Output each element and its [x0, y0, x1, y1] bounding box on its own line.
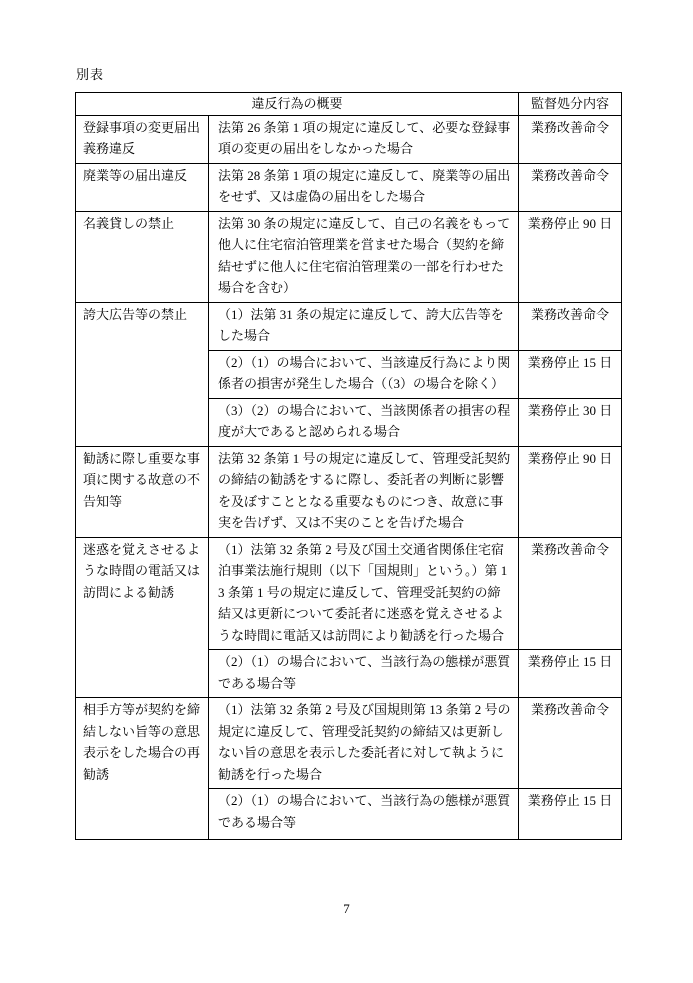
table-caption: 別表 — [76, 67, 105, 82]
table-header-row — [76, 93, 622, 116]
disposition-cell: 業務改善命令 — [519, 115, 622, 163]
description-cell: （3）（2）の場合において、当該関係者の損害の程度が大であると認められる場合 — [209, 398, 519, 446]
description-cell: 法第 26 条第 1 項の規定に違反して、必要な登録事項の変更の届出をしなかった場合 — [209, 115, 519, 163]
category-cell: 相手方等が契約を締結しない旨等の意思表示をした場合の再勧誘 — [76, 698, 209, 840]
disposition-cell: 業務停止 15 日 — [519, 650, 622, 698]
description-cell: （2）（1）の場合において、当該行為の態様が悪質である場合等 — [209, 789, 519, 840]
description-cell: （1）法第 31 条の規定に違反して、誇大広告等をした場合 — [209, 302, 519, 350]
disposition-cell: 業務改善命令 — [519, 302, 622, 350]
description-cell: （1）法第 32 条第 2 号及び国規則第 13 条第 2 号の規定に違反して、管理受託契約の締結又は更新しない旨の意思を表示した委託者に対して執ように勧誘を行った場合 — [209, 698, 519, 789]
violation-table — [75, 92, 622, 840]
category-cell: 迷惑を覚えさせるような時間の電話又は訪問による勧誘 — [76, 537, 209, 698]
description-cell: （2）（1）の場合において、当該違反行為により関係者の損害が発生した場合（（3）の場合を除く） — [209, 350, 519, 398]
table-row-nuisance-solicitation-1 — [76, 537, 622, 650]
disposition-cell: 業務停止 90 日 — [519, 211, 622, 302]
category-cell: 誇大広告等の禁止 — [76, 302, 209, 446]
description-cell: 法第 30 条の規定に違反して、自己の名義をもって他人に住宅宿泊管理業を営ませた場合（契約を締結せずに他人に住宅宿泊管理業の一部を行わせた場合を含む） — [209, 211, 519, 302]
table-row-registration-change — [76, 115, 622, 163]
header-disposition: 監督処分内容 — [519, 93, 622, 116]
disposition-cell: 業務停止 90 日 — [519, 446, 622, 537]
disposition-cell: 業務停止 15 日 — [519, 350, 622, 398]
description-cell: （2）（1）の場合において、当該行為の態様が悪質である場合等 — [209, 650, 519, 698]
category-cell: 名義貸しの禁止 — [76, 211, 209, 302]
header-violation-summary: 違反行為の概要 — [76, 93, 519, 116]
description-cell: （1）法第 32 条第 2 号及び国土交通省関係住宅宿泊事業法施行規則（以下「国規則」という。）第 13 条第 1 号の規定に違反して、管理受託契約の締結又は更新について委託者に迷惑を覚えさせるような時間に電話又は訪問により勧誘を行った場合 — [209, 537, 519, 650]
disposition-cell: 業務改善命令 — [519, 537, 622, 650]
disposition-cell: 業務停止 30 日 — [519, 398, 622, 446]
description-cell: 法第 32 条第 1 号の規定に違反して、管理受託契約の締結の勧誘をするに際し、委託者の判断に影響を及ぼすこととなる重要なものにつき、故意に事実を告げず、又は不実のことを告げた場合 — [209, 446, 519, 537]
description-cell: 法第 28 条第 1 項の規定に違反して、廃業等の届出をせず、又は虚偽の届出をした場合 — [209, 163, 519, 211]
page-number: 7 — [343, 901, 350, 916]
table-row-re-solicitation-1 — [76, 698, 622, 789]
disposition-cell: 業務改善命令 — [519, 698, 622, 789]
category-cell: 勧誘に際し重要な事項に関する故意の不告知等 — [76, 446, 209, 537]
category-cell: 廃業等の届出違反 — [76, 163, 209, 211]
table-row-closure-notification — [76, 163, 622, 211]
disposition-cell: 業務停止 15 日 — [519, 789, 622, 840]
table-row-name-lending — [76, 211, 622, 302]
category-cell: 登録事項の変更届出義務違反 — [76, 115, 209, 163]
table-row-exaggerated-ads-1 — [76, 302, 622, 350]
disposition-cell: 業務改善命令 — [519, 163, 622, 211]
table-row-nondisclosure — [76, 446, 622, 537]
